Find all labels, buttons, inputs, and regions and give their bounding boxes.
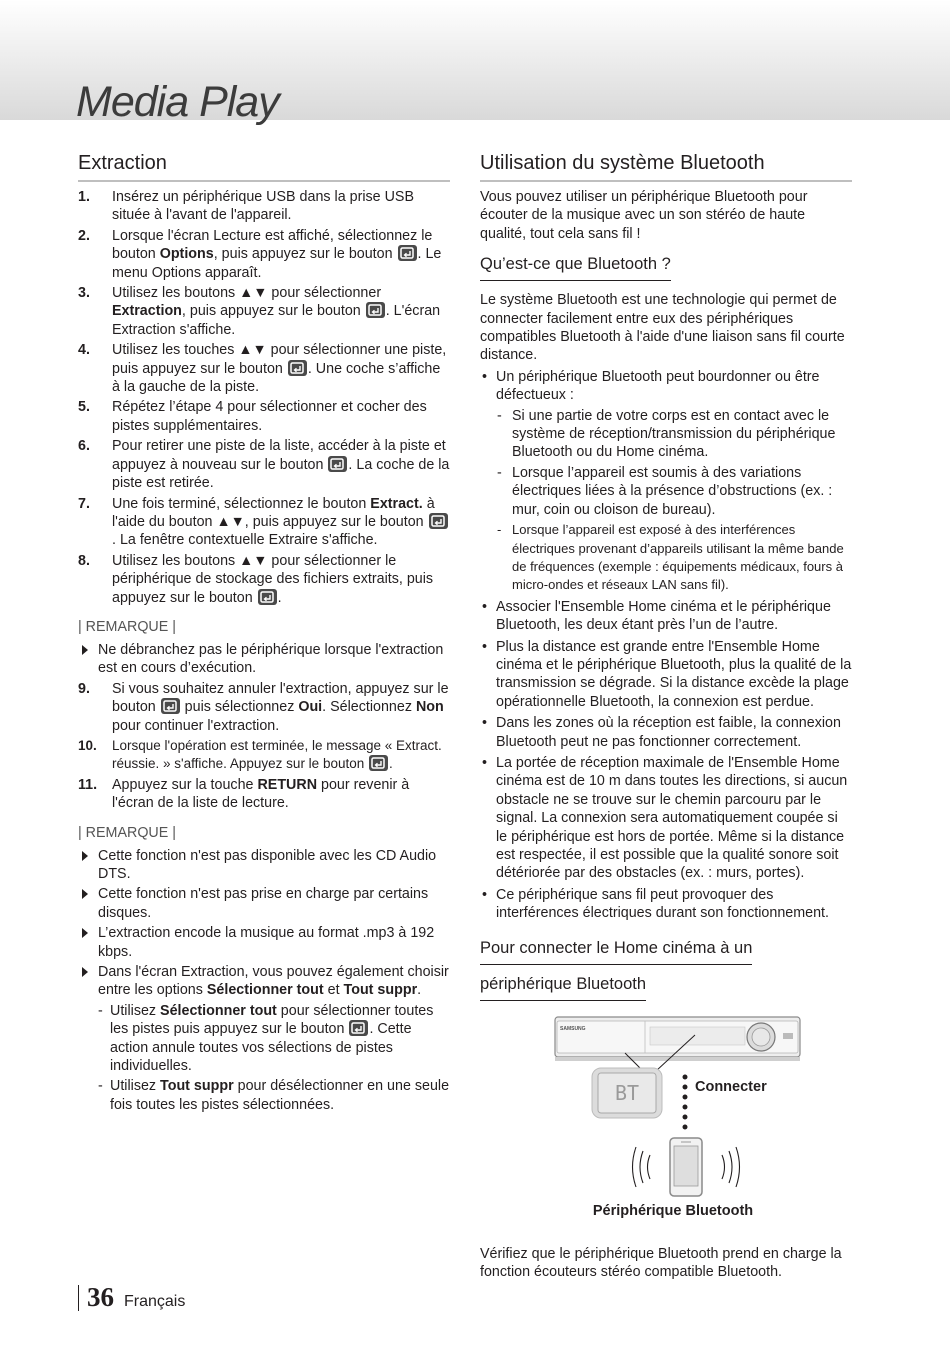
remark-list-2 bbox=[78, 847, 450, 1115]
enter-button-icon bbox=[161, 698, 180, 714]
triangle-bullet-icon bbox=[82, 889, 88, 899]
bullet-text: Plus la distance est grande entre l'Ensemble Home cinéma et le périphérique Bluetooth, plus la qualité de la transmission se dégrade. Si la distance excède la plage opérationnelle Bluetooth, la connexion est perdue. bbox=[496, 638, 852, 710]
enter-button-icon bbox=[328, 456, 347, 472]
text-run: . Cette action annule toutes vos sélections de pistes individuelles. bbox=[110, 1021, 412, 1075]
text-run: Lorsque l'opération est terminée, le message « Extract. réussie. » s'affiche. Appuyez sur le bouton bbox=[112, 737, 442, 772]
text-run: Ne débranchez pas le périphérique lorsque l'extraction est en cours d’exécution. bbox=[98, 641, 444, 677]
text-run: Pour retirer une piste de la liste, accéder à la piste et appuyez à nouveau sur le bouton bbox=[112, 438, 446, 473]
text-run: Utilisez les boutons ▲▼ pour sélectionner bbox=[112, 285, 382, 302]
connection-dots bbox=[683, 1074, 688, 1129]
bold-term: Options bbox=[159, 246, 214, 263]
bluetooth-definition: Le système Bluetooth est une technologie qui permet de connecter facilement entre eux des périphériques compatibles Bluetooth à l'aide d'une liaison sans fil courte distance. bbox=[480, 292, 845, 364]
text-run: . bbox=[277, 589, 282, 606]
connect-label: Connecter bbox=[695, 1078, 767, 1095]
step-number: 10. bbox=[78, 737, 97, 753]
triangle-bullet-icon bbox=[82, 645, 88, 655]
bold-term: Extraction bbox=[112, 303, 182, 320]
subtitle-connect bbox=[480, 939, 852, 1005]
text-run: Utilisez les boutons ▲▼ pour sélectionner le périphérique de stockage des fichiers extraits, puis appuyez sur le bouton bbox=[112, 552, 434, 606]
text-run: Une fois terminé, sélectionnez le bouton bbox=[112, 495, 371, 512]
remark-item bbox=[78, 847, 450, 884]
bluetooth-bullet: • La portée de réception maximale de l'Ensemble Home cinéma est de 10 m dans toutes les directions, si aucun obstacle ne se trouve sur le chemin parcouru par le signal. La connexion sera automatiquement coupée si le périphérique est hors de portée. Même si la distance est respectée, il est possible que la qualité sonore soit détériorée par des obstacles (ex. : murs, portes). bbox=[482, 754, 848, 882]
step-number: 7. bbox=[78, 495, 90, 512]
bold-term: Tout suppr bbox=[343, 982, 418, 999]
text-run: pour sélectionner toutes les pistes puis appuyez sur le bouton bbox=[110, 1002, 434, 1038]
text-run: Lorsque l'écran Lecture est affiché, sélectionnez le bouton bbox=[112, 227, 433, 263]
text-run: Répétez l’étape 4 pour sélectionner et cocher des pistes supplémentaires. bbox=[112, 399, 427, 434]
text-run: . Sélectionnez bbox=[322, 699, 416, 716]
footer-divider bbox=[78, 1285, 79, 1311]
section-title-extraction: Extraction bbox=[78, 152, 450, 182]
bluetooth-bullet-list bbox=[480, 368, 852, 923]
remark-subitem: - Utilisez Tout suppr pour désélectionner en une seule fois toutes les pistes sélectionnées. bbox=[98, 1078, 450, 1113]
text-run: Si vous souhaitez annuler l'extraction, appuyez sur le bouton bbox=[112, 680, 449, 716]
step-number: 3. bbox=[78, 285, 90, 302]
display-bt-text: BT bbox=[614, 1080, 640, 1105]
enter-button-icon bbox=[429, 513, 448, 529]
enter-button-icon bbox=[288, 360, 307, 376]
step-item bbox=[78, 737, 450, 774]
page-number: 36 bbox=[87, 1282, 114, 1312]
step-number: 6. bbox=[78, 438, 90, 455]
subitem-text: Si une partie de votre corps est en contact avec le système de réception/transmission du périphérique Bluetooth ou du Home cinéma. bbox=[512, 407, 836, 461]
bullet-text: La portée de réception maximale de l'Ensemble Home cinéma est de 10 m dans toutes les directions, si aucun obstacle ne se trouve sur le chemin parcouru par le signal. La connexion sera automatiquement coupée si le périphérique est hors de portée. Même si la distance est respectée, il est possible que la qualité sonore soit détériorée par des obstacles (ex. : murs, portes). bbox=[496, 754, 848, 882]
step-number: 1. bbox=[78, 189, 90, 205]
text-run: pour désélectionner en une seule fois toutes les pistes sélectionnées. bbox=[110, 1078, 450, 1113]
text-run: . L'écran Extraction s'affiche. bbox=[112, 303, 441, 338]
step-number: 5. bbox=[78, 399, 90, 416]
triangle-bullet-icon bbox=[82, 967, 88, 977]
step-item bbox=[78, 776, 450, 813]
text-run: . bbox=[417, 982, 422, 999]
text-run: pour continuer l'extraction. bbox=[112, 717, 280, 734]
text-run: Appuyez sur la touche bbox=[112, 776, 258, 793]
step-item bbox=[78, 341, 450, 396]
text-run: L’extraction encode la musique au format .mp3 à 192 kbps. bbox=[98, 925, 435, 960]
steps-list-b bbox=[78, 680, 450, 813]
home-cinema-unit bbox=[555, 1017, 800, 1061]
right-column bbox=[480, 152, 852, 1281]
page-language: Français bbox=[124, 1293, 186, 1310]
bluetooth-connection-figure bbox=[480, 1013, 852, 1223]
step-item bbox=[78, 188, 450, 225]
text-run: et bbox=[323, 982, 344, 999]
step-number: 4. bbox=[78, 342, 90, 359]
remark-item bbox=[78, 924, 450, 961]
text-run: puis sélectionnez bbox=[180, 699, 299, 716]
step-item bbox=[78, 495, 450, 550]
step-item bbox=[78, 680, 450, 735]
subtitle-what-is-bluetooth: Qu’est-ce que Bluetooth ? bbox=[480, 255, 671, 281]
phone-icon bbox=[670, 1138, 702, 1196]
text-run: à l'aide du bouton ▲▼, puis appuyez sur le bouton bbox=[112, 495, 435, 530]
text-run: . Une coche s’affiche à la gauche de la piste. bbox=[112, 360, 441, 396]
page-footer bbox=[78, 1282, 185, 1313]
triangle-bullet-icon bbox=[82, 851, 88, 861]
remark-item bbox=[78, 641, 450, 678]
device-label: Périphérique Bluetooth bbox=[592, 1202, 754, 1219]
bluetooth-closing-note: Vérifiez que le périphérique Bluetooth prend en charge la fonction écouteurs stéréo compatible Bluetooth. bbox=[480, 1245, 842, 1281]
step-number: 11. bbox=[78, 776, 98, 793]
bluetooth-bullet: • Associer l'Ensemble Home cinéma et le périphérique Bluetooth, les deux étant près l’un de l’autre. bbox=[482, 598, 831, 634]
step-item bbox=[78, 284, 450, 339]
bold-term: Oui bbox=[298, 699, 323, 716]
text-run: Cette fonction n'est pas prise en charge par certains disques. bbox=[98, 886, 429, 921]
enter-button-icon bbox=[398, 245, 417, 261]
subtitle-connect-line1: Pour connecter le Home cinéma à un bbox=[480, 939, 752, 965]
text-run: . Le menu Options apparaît. bbox=[112, 246, 442, 281]
subtitle-connect-line2: périphérique Bluetooth bbox=[480, 975, 646, 1001]
remark-list-1 bbox=[78, 641, 450, 678]
bluetooth-subitem: - Lorsque l’appareil est soumis à des variations électriques liées à la présence d’obstructions (ex. : mur, coin ou cloison de bureau). bbox=[497, 464, 833, 518]
text-run: Insérez un périphérique USB dans la prise USB située à l'avant de l'appareil. bbox=[112, 189, 414, 224]
enter-button-icon bbox=[369, 755, 388, 771]
enter-button-icon bbox=[258, 589, 277, 605]
enter-button-icon bbox=[366, 302, 385, 318]
soundbar-brand: SAMSUNG bbox=[560, 1025, 586, 1032]
bold-term: Non bbox=[415, 699, 444, 716]
bullet-text: Un périphérique Bluetooth peut bourdonner ou être défectueux : bbox=[496, 368, 820, 404]
text-run: . bbox=[389, 756, 393, 772]
step-item bbox=[78, 437, 450, 492]
step-item bbox=[78, 552, 450, 607]
bold-term: Tout suppr bbox=[160, 1078, 234, 1095]
bluetooth-bullet: • Plus la distance est grande entre l'Ensemble Home cinéma et le périphérique Bluetooth, plus la qualité de la transmission se dégrade. Si la distance excède la plage opérationnelle Bluetooth, la connexion est perdue. bbox=[482, 638, 852, 710]
text-run: . La coche de la piste est retirée. bbox=[112, 456, 450, 492]
bluetooth-intro: Vous pouvez utiliser un périphérique Bluetooth pour écouter de la musique avec un son stéréo de haute qualité, tout cela sans fil ! bbox=[480, 189, 808, 242]
step-item bbox=[78, 398, 450, 435]
step-number: 2. bbox=[78, 227, 90, 244]
bluetooth-subitem: - Si une partie de votre corps est en contact avec le système de réception/transmission du périphérique Bluetooth ou du Home cinéma. bbox=[497, 407, 836, 461]
subitem-text: Lorsque l’appareil est exposé à des interférences électriques provenant d’appareils utilisant la même bande de fréquences (exemple : équipements médicaux, fours à micro-ondes et réseaux LAN sans fil). bbox=[512, 522, 844, 593]
remark-label-1: | REMARQUE | bbox=[78, 618, 176, 635]
triangle-bullet-icon bbox=[82, 928, 88, 938]
steps-list-a bbox=[78, 188, 450, 607]
text-run: . La fenêtre contextuelle Extraire s'affiche. bbox=[112, 532, 378, 549]
remark-label-2: | REMARQUE | bbox=[78, 824, 176, 841]
text-run: Utilisez bbox=[110, 1002, 161, 1019]
bold-term: Sélectionner tout bbox=[160, 1002, 277, 1019]
text-run: Dans l'écran Extraction, vous pouvez également choisir entre les options bbox=[98, 964, 449, 999]
bullet-text: Associer l'Ensemble Home cinéma et le périphérique Bluetooth, les deux étant près l’un de l’autre. bbox=[496, 598, 831, 634]
connection-illustration bbox=[480, 1013, 852, 1203]
bluetooth-subitem: - Lorsque l’appareil est exposé à des interférences électriques provenant d’appareils utilisant la même bande de fréquences (exemple : équipements médicaux, fours à micro-ondes et réseaux LAN sans fil). bbox=[497, 522, 844, 593]
section-title-bluetooth: Utilisation du système Bluetooth bbox=[480, 152, 852, 182]
bluetooth-bullet: • Ce périphérique sans fil peut provoquer des interférences électriques durant son fonctionnement. bbox=[482, 886, 829, 922]
step-number: 9. bbox=[78, 680, 90, 697]
bold-term: RETURN bbox=[257, 776, 318, 793]
page-title: Media Play bbox=[76, 78, 279, 126]
step-number: 8. bbox=[78, 552, 90, 569]
text-run: , puis appuyez sur le bouton bbox=[181, 303, 365, 320]
text-run: pour revenir à l'écran de la liste de lecture. bbox=[112, 776, 410, 812]
bullet-text: Ce périphérique sans fil peut provoquer des interférences électriques durant son fonctionnement. bbox=[496, 886, 829, 922]
remark-subitem: - Utilisez Sélectionner tout pour sélectionner toutes les pistes puis appuyez sur le bouton . Cette action annule toutes vos sélections de pistes individuelles. bbox=[98, 1002, 434, 1075]
bold-term: Extract. bbox=[370, 495, 423, 512]
bold-term: Sélectionner tout bbox=[206, 982, 324, 999]
text-run: Utilisez les touches ▲▼ pour sélectionner une piste, puis appuyez sur le bouton bbox=[112, 342, 447, 377]
subitem-text: Lorsque l’appareil est soumis à des variations électriques liées à la présence d’obstructions (ex. : mur, coin ou cloison de bureau). bbox=[512, 464, 833, 518]
remark-item bbox=[78, 963, 450, 1000]
bullet-text: Dans les zones où la réception est faible, la connexion Bluetooth peut ne pas fonctionner correctement. bbox=[496, 715, 841, 750]
bluetooth-bullet: • Un périphérique Bluetooth peut bourdonner ou être défectueux : bbox=[482, 368, 820, 404]
text-run: , puis appuyez sur le bouton bbox=[213, 246, 397, 263]
text-run: Cette fonction n'est pas disponible avec les CD Audio DTS. bbox=[98, 847, 437, 882]
left-column bbox=[78, 152, 450, 1114]
enter-button-icon bbox=[349, 1020, 368, 1036]
bluetooth-bullet: • Dans les zones où la réception est faible, la connexion Bluetooth peut ne pas fonctionner correctement. bbox=[482, 715, 841, 750]
text-run: Utilisez bbox=[110, 1078, 161, 1095]
remark-item bbox=[78, 885, 450, 922]
step-item bbox=[78, 227, 450, 282]
